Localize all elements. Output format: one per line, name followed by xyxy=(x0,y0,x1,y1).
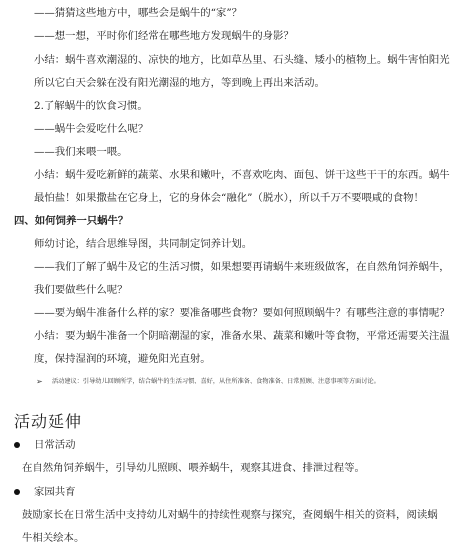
paragraph-line: ——要为蜗牛准备什么样的家？要准备哪些食物？要如何照顾蜗牛？有哪些注意的事情呢？ xyxy=(34,307,450,319)
paragraph-line: 牛相关绘本。 xyxy=(22,532,85,544)
paragraph-line: ——想一想，平时你们经常在哪些地方发现蜗牛的身影？ xyxy=(34,30,294,42)
paragraph-line: ——蜗牛会爱吃什么呢？ xyxy=(34,123,149,135)
note-text: 活动建议：引导幼儿回顾所学，结合蜗牛的生活习惯、喜好，从住所准备、食物准备、日常照顾、注意事项等方面讨论。 xyxy=(52,378,380,385)
paragraph-line: ——猜猜这些地方中，哪些会是蜗牛的“家”？ xyxy=(34,7,243,19)
paragraph-line: 小结：蜗牛喜欢潮湿的、凉快的地方，比如草丛里、石头缝、矮小的植物上。蜗牛害怕阳光 xyxy=(34,54,450,66)
bullet-dot-icon xyxy=(14,489,20,495)
bullet-title: 家园共育 xyxy=(34,486,76,498)
paragraph-line: 师幼讨论，结合思维导图，共同制定饲养计划。 xyxy=(34,238,253,250)
paragraph-line: ——我们了解了蜗牛及它的生活习惯，如果想要再请蜗牛来班级做客，在自然角饲养蜗牛， xyxy=(34,261,450,273)
paragraph-line: 小结：要为蜗牛准备一个阴暗潮湿的家，准备水果、蔬菜和嫩叶等食物，平常还需要关注温 xyxy=(34,330,450,342)
paragraph-line: 鼓励家长在日常生活中支持幼儿对蜗牛的持续性观察与探究，查阅蜗牛相关的资料，阅读蜗 xyxy=(22,509,438,521)
paragraph-line: 在自然角饲养蜗牛，引导幼儿照顾、喂养蜗牛，观察其进食、排泄过程等。 xyxy=(22,462,365,474)
bullet-dot-icon xyxy=(14,442,20,448)
paragraph-line: 小结：蜗牛爱吃新鲜的蔬菜、水果和嫩叶，不喜欢吃肉、面包、饼干这些干干的东西。蜗牛 xyxy=(34,169,450,181)
paragraph-line: ——我们来喂一喂。 xyxy=(34,146,128,158)
paragraph-line: 我们要做些什么呢？ xyxy=(34,284,128,296)
section-heading: 四、如何饲养一只蜗牛？ xyxy=(14,215,129,227)
paragraph-line: 度，保持湿润的环境，避免阳光直射。 xyxy=(34,353,211,365)
extension-section-title: 活动延伸 xyxy=(14,412,83,431)
bullet-title: 日常活动 xyxy=(34,439,76,451)
arrow-bullet-icon: ➢ xyxy=(36,377,43,386)
paragraph-line: 最怕盐！如果撒盐在它身上，它的身体会“融化”（脱水），所以千万不要喂咸的食物！ xyxy=(34,192,424,204)
paragraph-line: 2.了解蜗牛的饮食习惯。 xyxy=(34,100,148,112)
paragraph-line: 所以它白天会躲在没有阳光潮湿的地方，等到晚上再出来活动。 xyxy=(34,77,325,89)
